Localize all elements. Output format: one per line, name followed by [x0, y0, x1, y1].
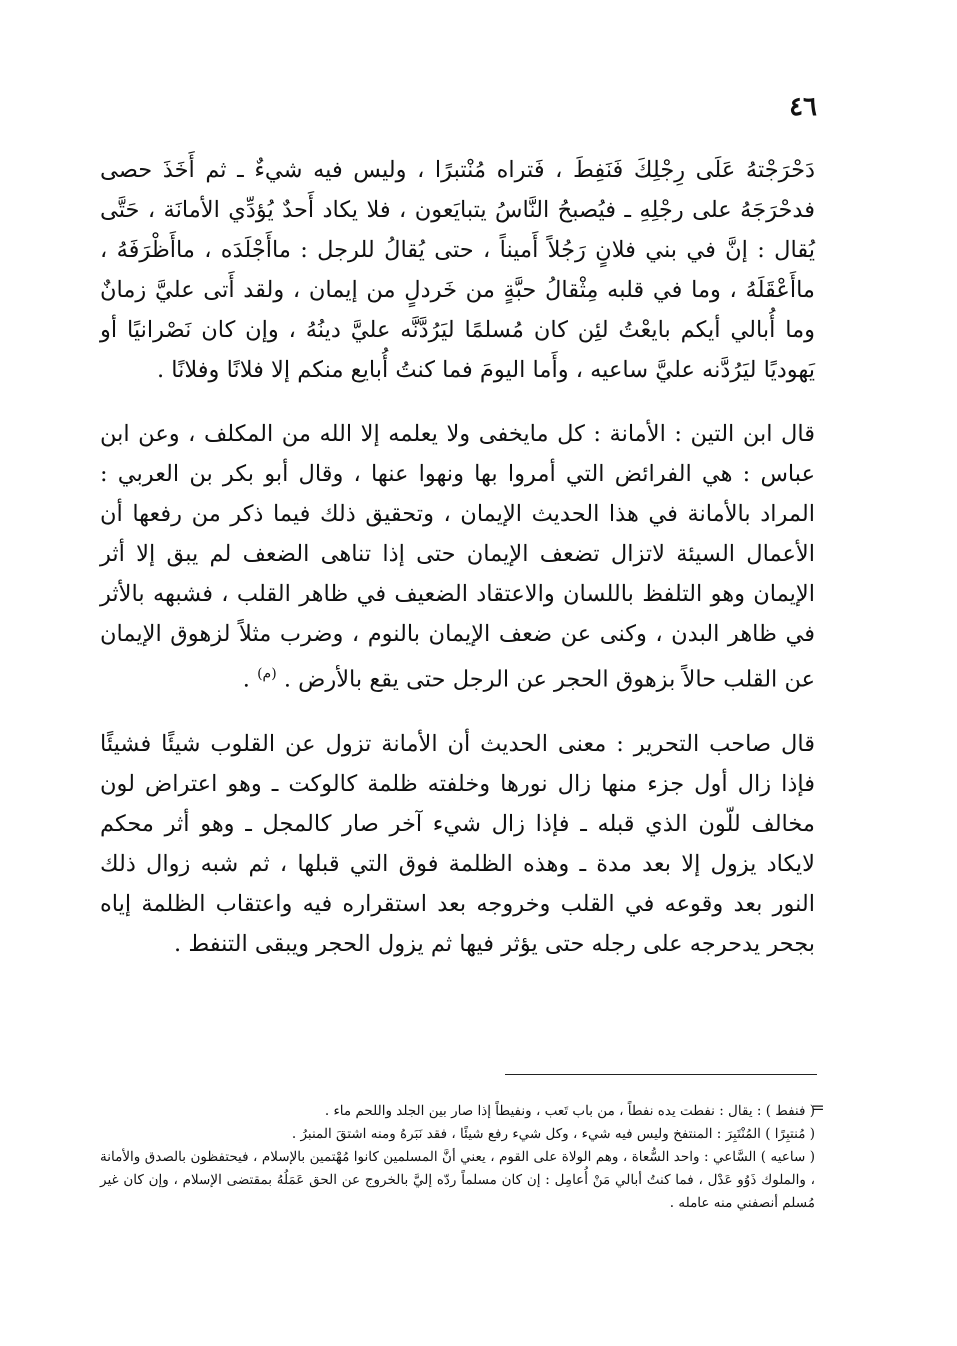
paragraph-hadith-text: دَحْرَجْتهُ عَلَى رِجْلِكَ فَنَفِطَ ، فَتراه مُنْتبرًا ، وليس فيه شيءٌ ـ ثم أَخَذَ حصى فدحْرَجَهُ على رجْلِهِ ـ فيُصبحُ النَّاسُ يتبايَعون ، فلا يكاد أَحدٌ يُؤدِّي الأمانَة ، حَتَّى يُقال : إنَّ في بني فلانٍ رَجُلاً أَميناً ، حتى يُقالُ للرجل : ماأَجْلَدَه ، ماأَظْرَفَهُ ، ماأَعْقَلَهُ ، وما في قلبه مِثْقالُ حبَّةٍ من خَردلٍ من إيمان ، ولقد أَتى عليَّ زمانٌ وما أُبالي أيكم بايعْتُ لئِن كان مُسلمًا ليَرُدَّنَّه عليَّ دينُهُ ، وإن كان نَصْرانيًا أو يَهوديًا ليَرُدَّنه عليَّ ساعيه ، وأَما اليومَ فما كنتُ أُبايع منكم إلا فلانًا وفلانًا .	[100, 157, 815, 383]
footnotes-section	[100, 1100, 815, 1215]
footnote-muntabir: ( مُنتبِرًا ) المُنْتَبِرَ : المنتفخ وليس فيه شيء ، وكل شيء رفع شيئًا ، فقد نَبَرهُ ومنه اشتقَ المنبرُ .	[291, 1126, 815, 1142]
paragraph-ibn-tin-commentary	[100, 414, 815, 700]
note-reference: (م)	[257, 666, 277, 682]
footnote-saihi: ( ساعيه ) السَّاعي : واحد السُّعاة ، وهم الولاة على القوم ، يعني أنَّ المسلمين كانوا مُهْتمين بالإسلام ، فيحتفظون بالصدق والأمانة ، والملوك ذَوُو عَدْل ، فما كنتُ أبالي مَنْ أُعامِل : إن كان مسلماً ردّه إليَّ بالخروج عن الحق عَمَلُهُ بمقتضى الإسلام ، وإن كان غير مُسلم أنصفني منه عامله .	[100, 1149, 815, 1211]
page-number: ٤٦	[789, 92, 817, 122]
footnote-separator	[505, 1074, 817, 1075]
paragraph-end-mark: .	[242, 666, 250, 693]
paragraph-text: قال ابن التين : الأمانة : كل مايخفى ولا يعلمه إلا الله من المكلف ، وعن ابن عباس : هي الفرائض التي أمروا بها ونهوا عنها ، وقال أبو بكر بن العربي : المراد بالأمانة في هذا الحديث الإيمان ، وتحقيق ذلك فيما ذكر من رفعها أن الأعمال السيئة لاتزال تضعف الإيمان حتى إذا تناهى الضعف لم يبق إلا أثر الإيمان وهو التلفظ باللسان والاعتقاد الضعيف في ظاهر القلب ، فشبهه بالأثر في ظاهر البدن ، وكنى عن ضعف الإيمان بالنوم ، وضرب مثلاً لزهوق الإيمان عن القلب حالاً بزهوق الحجر عن الرجل حتى يقع بالأرض .	[100, 421, 815, 693]
footnote-nafat: ( فنفط ) : يقال : نفطت يده نفطاً ، من باب تَعب ، ونفيطاً إذا صار بين الجلد واللحم ماء .	[324, 1103, 815, 1119]
paragraph-tahrir-commentary: قال صاحب التحرير : معنى الحديث أن الأمانة تزول عن القلوب شيئًا فشيئًا فإذا زال أول جزء منها زال نورها وخلفته ظلمة كالوكت ـ وهو اعتراض لون مخالف للّون الذي قبله ـ فإذا زال شيء آخر صار كالمجل ـ وهو أثر محكم لايكاد يزول إلا بعد مدة ـ وهذه الظلمة فوق التي قبلها ، ثم شبه زوال ذلك النور بعد وقوعه في القلب وخروجه بعد استقراره فيه واعتقاب الظلمة إياه بجحر يدحرجه على رجله حتى يؤثر فيها ثم يزول الحجر ويبقى التنفط .	[100, 730, 815, 957]
footnote-continuation-mark: =	[811, 1098, 825, 1117]
main-text-body	[100, 150, 815, 964]
